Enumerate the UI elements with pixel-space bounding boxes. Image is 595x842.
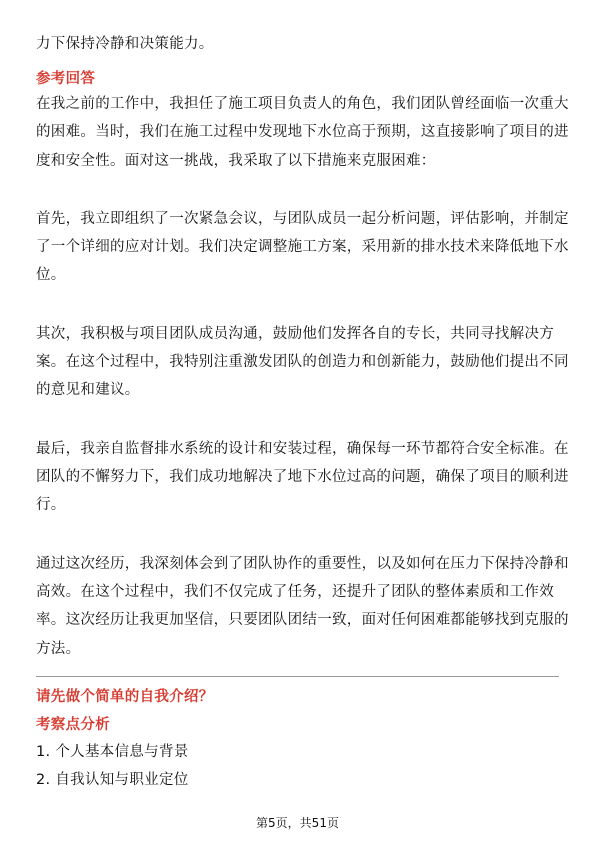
paragraph-line: 行。 — [36, 497, 66, 513]
page-footer: 第5页，共51页 — [256, 816, 339, 830]
paragraph-line: 团队的不懈努力下，我们成功地解决了地下水位过高的问题，确保了项目的顺利进 — [36, 469, 569, 485]
paragraph-line: 最后，我亲自监督排水系统的设计和安装过程，确保每一环节都符合安全标准。在 — [36, 441, 569, 457]
paragraph-line: 的困难。当时，我们在施工过程中发现地下水位高于预期，这直接影响了项目的进 — [36, 124, 569, 140]
list-item: 1. 个人基本信息与背景 — [36, 744, 189, 760]
paragraph-line: 其次，我积极与项目团队成员沟通，鼓励他们发挥各自的专长，共同寻找解决方 — [36, 326, 554, 342]
paragraph-line: 方法。 — [36, 641, 81, 657]
question-title: 请先做个简单的自我介绍？ — [36, 689, 214, 705]
paragraph-line: 的意见和建议。 — [36, 382, 140, 398]
analysis-heading: 考察点分析 — [36, 717, 110, 733]
paragraph-line: 了一个详细的应对计划。我们决定调整施工方案，采用新的排水技术来降低地下水 — [36, 239, 569, 255]
paragraph-line: 案。在这个过程中，我特别注重激发团队的创造力和创新能力，鼓励他们提出不同 — [36, 354, 569, 370]
paragraph-line: 位。 — [36, 267, 66, 283]
intro-tail-text: 力下保持冷静和决策能力。 — [36, 36, 214, 52]
paragraph-line: 首先，我立即组织了一次紧急会议，与团队成员一起分析问题，评估影响，并制定 — [36, 211, 569, 227]
paragraph-line: 率。这次经历让我更加坚信，只要团队团结一致，面对任何困难都能够找到克服的 — [36, 612, 569, 628]
paragraph-line: 在我之前的工作中，我担任了施工项目负责人的角色，我们团队曾经面临一次重大 — [36, 96, 569, 112]
paragraph-line: 通过这次经历，我深刻体会到了团队协作的重要性，以及如何在压力下保持冷静和 — [36, 556, 569, 572]
paragraph-line: 度和安全性。面对这一挑战，我采取了以下措施来克服困难： — [36, 153, 436, 169]
section-divider — [36, 676, 559, 677]
answer-heading: 参考回答 — [36, 71, 96, 87]
list-item: 2. 自我认知与职业定位 — [36, 772, 189, 788]
paragraph-line: 高效。在这个过程中，我们不仅完成了任务，还提升了团队的整体素质和工作效 — [36, 584, 554, 600]
